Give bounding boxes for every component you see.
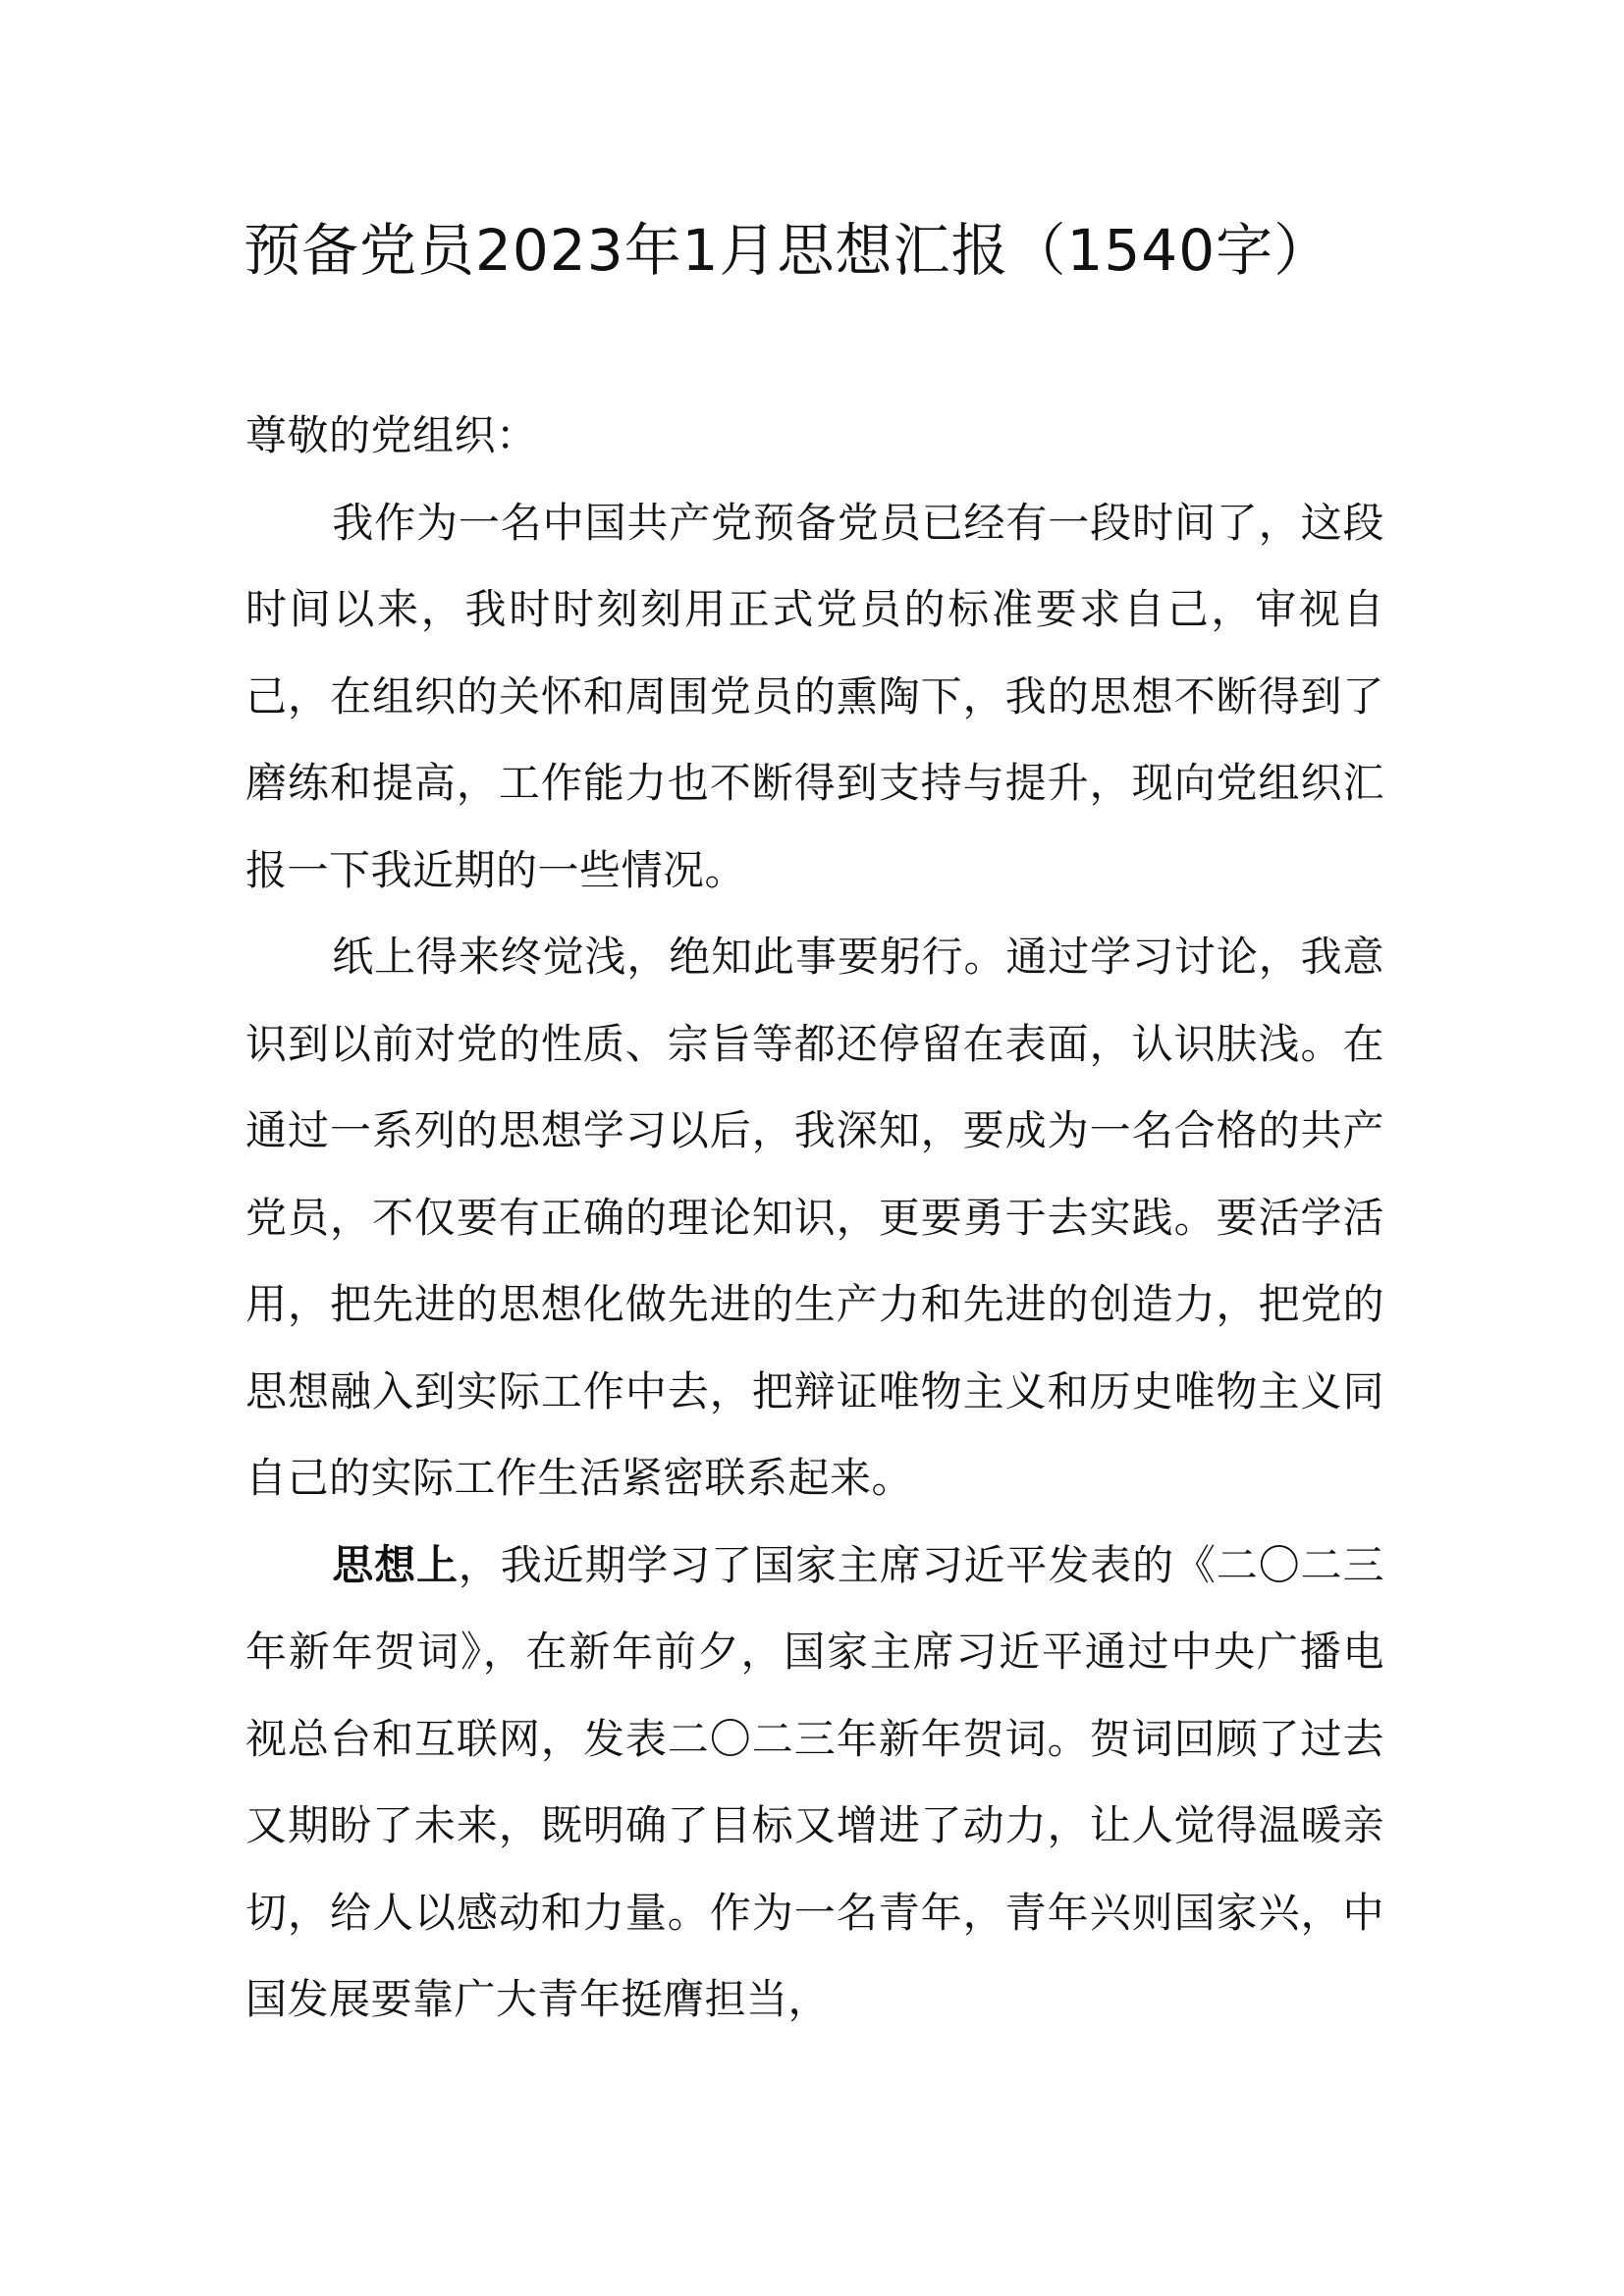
paragraph-text: 我作为一名中国共产党预备党员已经有一段时间了，这段时间以来，我时时刻刻用正式党员的标准要求自己，审视自己，在组织的关怀和周围党员的熏陶下，我的思想不断得到了磨练和提高，工作能力也不断得到支持与提升，现向党组织汇报一下我近期的一些情况。 xyxy=(245,498,1384,894)
paragraph-2 xyxy=(245,914,1384,1522)
paragraph-1 xyxy=(245,480,1384,915)
paragraph-lead: 思想上 xyxy=(332,1540,459,1589)
paragraph-text: 纸上得来终觉浅，绝知此事要躬行。通过学习讨论，我意识到以前对党的性质、宗旨等都还停留在表面，认识肤浅。在通过一系列的思想学习以后，我深知，要成为一名合格的共产党员，不仅要有正确的理论知识，更要勇于去实践。要活学活用，把先进的思想化做先进的生产力和先进的创造力，把党的思想融入到实际工作中去，把辩证唯物主义和历史唯物主义同自己的实际工作生活紧密联系起来。 xyxy=(245,933,1384,1502)
paragraph-3 xyxy=(245,1522,1384,2044)
salutation: 尊敬的党组织： xyxy=(245,411,538,459)
paragraph-text: ，我近期学习了国家主席习近平发表的《二〇二三年新年贺词》，在新年前夕，国家主席习近平通过中央广播电视总台和互联网，发表二〇二三年新年贺词。贺词回顾了过去又期盼了未来，既明确了目标又增进了动力，让人觉得温暖亲切，给人以感动和力量。作为一名青年，青年兴则国家兴，中国发展要靠广大青年挺膺担当， xyxy=(245,1540,1384,2023)
document-body xyxy=(245,393,1384,2044)
document-title: 预备党员2023年1月思想汇报（1540字） xyxy=(244,217,1332,284)
